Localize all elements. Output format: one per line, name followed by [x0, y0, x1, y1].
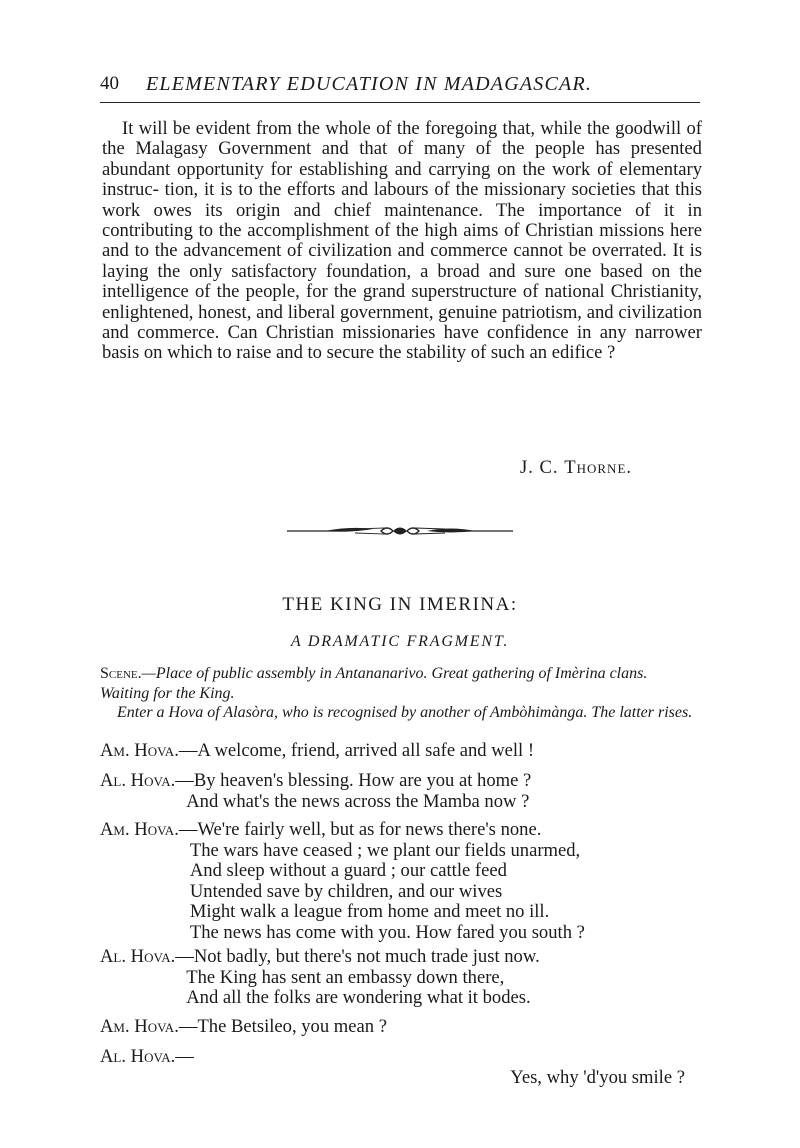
verse-line: —Not badly, but there's not much trade just now.	[175, 946, 540, 967]
piece-title: THE KING IN IMERINA:	[282, 594, 518, 615]
verse-line: Yes, why 'd'you smile ?	[510, 1066, 685, 1088]
speech	[100, 947, 705, 1013]
scene-label: Scene.	[100, 665, 142, 682]
paragraph-line: that this work owes its origin and chief maintenance. The	[102, 179, 702, 221]
verse-line: —A welcome, friend, arrived all safe and well !	[178, 740, 535, 761]
speaker-name: Al. Hova.	[100, 946, 176, 967]
paragraph-line: establishing and carrying on the work of elementary instruc-	[102, 158, 702, 201]
stage-direction: Enter a Hova of Alasòra, who is recognised by another of Ambòhimànga. The latter rises.	[117, 704, 693, 721]
speaker-name: Am. Hova.	[100, 819, 179, 840]
verse-line: The news has come with you. How fared you south ?	[189, 922, 585, 943]
paragraph-line: importance of it in contributing to the accomplishment of the	[102, 199, 702, 242]
speech	[100, 820, 705, 948]
verse-line: And what's the news across the Mamba now ?	[186, 790, 530, 812]
verse-line: And all the folks are wondering what it bodes.	[186, 987, 531, 1009]
running-title: ELEMENTARY EDUCATION IN MADAGASCAR.	[146, 73, 593, 95]
paragraph-line: basis on which to raise and to secure the stability of such an	[102, 342, 552, 364]
verse-line: —The Betsileo, you mean ?	[178, 1016, 387, 1037]
paragraph-line: tion, it is to the efforts and labours of the missionary societies	[164, 179, 642, 201]
speech	[100, 1017, 705, 1042]
verse-line: And sleep without a guard ; our cattle feed	[189, 860, 507, 882]
speech	[100, 1047, 705, 1092]
signature-surname: Thorne.	[564, 457, 633, 478]
paragraph-line: on the intelligence of the people, for the grand superstructure	[102, 260, 703, 303]
paragraph-line: high aims of Christian missions here and to the advancement	[102, 220, 703, 262]
verse-line: —By heaven's blessing. How are you at home ?	[175, 770, 532, 791]
paragraph-line: of civilization and commerce cannot be overrated. It is laying	[102, 240, 702, 282]
verse-line: Untended save by children, and our wives	[189, 880, 503, 902]
paragraph-line: edifice ?	[551, 342, 616, 364]
verse-line: Might walk a league from home and meet no ill.	[189, 901, 550, 923]
paragraph-line: the only satisfactory foundation, a broad and sure one based	[157, 260, 652, 282]
speaker-name: Al. Hova.	[100, 1046, 176, 1067]
verse-line: The King has sent an embassy down there,	[186, 966, 505, 988]
speech	[100, 771, 705, 816]
speaker-name: Am. Hova.	[100, 740, 179, 761]
verse-line: —	[175, 1046, 194, 1067]
speech	[100, 741, 705, 766]
paragraph-line: Can Christian missionaries have confidence in any narrower	[227, 322, 702, 344]
paragraph-line: government, genuine patriotism, and civilization and commerce.	[102, 301, 702, 344]
signature-initials: J. C.	[520, 457, 559, 478]
page-number: 40	[100, 73, 119, 94]
paragraph-line: while the goodwill of the Malagasy Government and that of	[102, 118, 702, 160]
speaker-name: Am. Hova.	[100, 1016, 179, 1037]
verse-line: The wars have ceased ; we plant our fields unarmed,	[189, 839, 581, 861]
paragraph-line: It will be evident from the whole of the foregoing that,	[122, 118, 541, 139]
speaker-name: Al. Hova.	[100, 770, 176, 791]
verse-line: —We're fairly well, but as for news there's none.	[178, 819, 542, 840]
paragraph-line: of national Christianity, enlightened, honest, and liberal	[102, 281, 702, 323]
scene-text: —Place of public assembly in Antananarivo. Great gathering of Imèrina clans. Waiting for the King.	[100, 665, 648, 702]
piece-subtitle: A DRAMATIC FRAGMENT.	[290, 633, 510, 650]
paragraph-line: many of the people has presented abundant opportunity for	[102, 138, 702, 180]
